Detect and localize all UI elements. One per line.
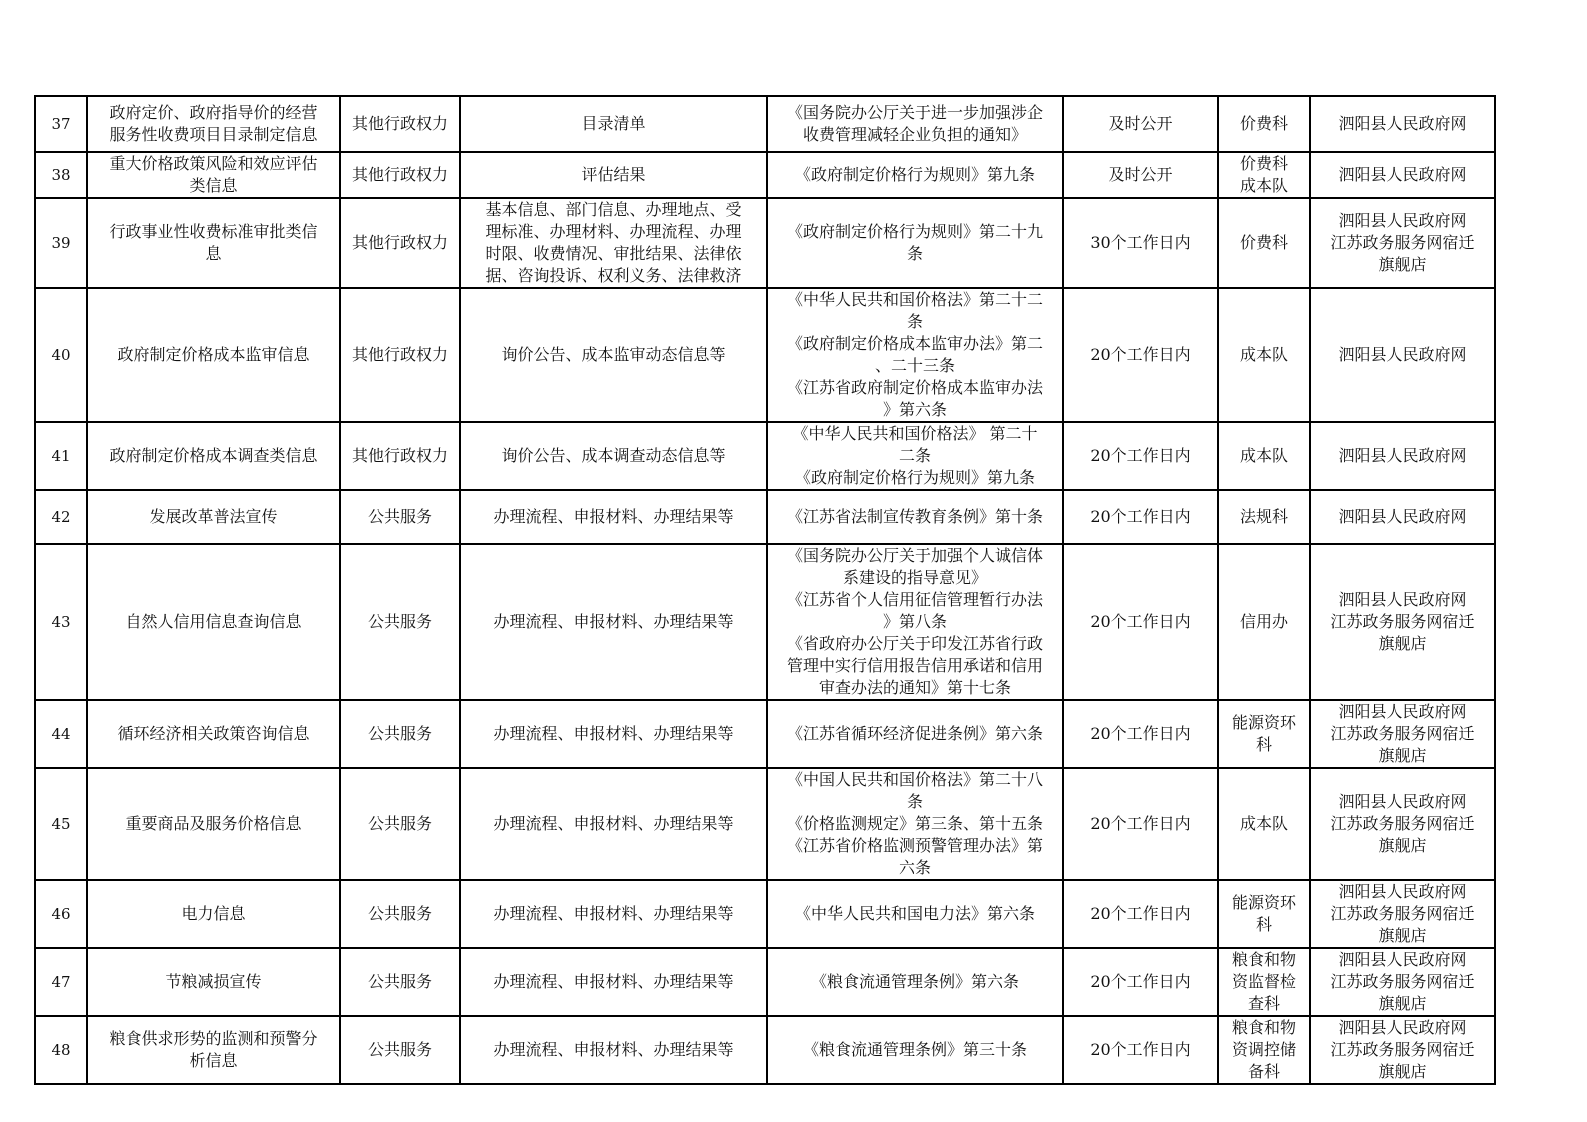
cell-channel-line: 泗阳县人民政府网 — [1338, 950, 1467, 969]
cell-content-line: 办理流程、申报材料、办理结果等 — [493, 1040, 734, 1059]
cell-department-line: 粮食和物 — [1231, 1018, 1296, 1037]
cell-department-line: 资监督检 — [1231, 972, 1296, 991]
cell-item-name-line: 电力信息 — [181, 904, 246, 923]
cell-channel-line: 旗舰店 — [1378, 926, 1427, 945]
cell-department-line: 价费科 — [1239, 233, 1288, 252]
cell-basis-line: 《国务院办公厅关于加强个人诚信体 — [786, 546, 1043, 565]
cell-department-line: 备科 — [1247, 1062, 1280, 1081]
table-row — [35, 768, 1495, 880]
cell-item-name — [87, 1016, 340, 1084]
cell-item-name — [87, 880, 340, 948]
cell-content-line: 办理流程、申报材料、办理结果等 — [493, 507, 734, 526]
cell-department — [1218, 544, 1310, 700]
cell-department-line: 粮食和物 — [1231, 950, 1296, 969]
cell-channel-line: 旗舰店 — [1378, 634, 1427, 653]
cell-content-line: 询价公告、成本调查动态信息等 — [501, 446, 726, 465]
cell-channel — [1310, 152, 1495, 198]
cell-basis — [767, 198, 1063, 288]
cell-item-name — [87, 768, 340, 880]
cell-item-name-line: 循环经济相关政策咨询信息 — [117, 724, 310, 743]
cell-channel-line: 江苏政务服务网宿迁 — [1330, 1040, 1475, 1059]
cell-department-line: 能源资环 — [1231, 713, 1296, 732]
cell-channel-line: 江苏政务服务网宿迁 — [1330, 233, 1475, 252]
cell-basis-line: 《国务院办公厅关于进一步加强涉企 — [786, 103, 1043, 122]
cell-channel-line: 泗阳县人民政府网 — [1338, 165, 1467, 184]
cell-basis-line: 《中华人民共和国电力法》第六条 — [794, 904, 1035, 923]
cell-department-line: 法规科 — [1239, 507, 1288, 526]
cell-channel-line: 泗阳县人民政府网 — [1338, 114, 1467, 133]
cell-number: 47 — [35, 948, 87, 1016]
cell-item-name — [87, 96, 340, 152]
cell-channel-line: 旗舰店 — [1378, 1062, 1427, 1081]
cell-category: 其他行政权力 — [340, 422, 460, 490]
cell-content-line: 办理流程、申报材料、办理结果等 — [493, 612, 734, 631]
cell-item-name-line: 重要商品及服务价格信息 — [125, 814, 302, 833]
cell-timeframe: 30个工作日内 — [1063, 198, 1218, 288]
cell-channel-line: 泗阳县人民政府网 — [1338, 792, 1467, 811]
cell-item-name-line: 服务性收费项目目录制定信息 — [109, 125, 318, 144]
cell-channel — [1310, 544, 1495, 700]
cell-content-line: 询价公告、成本监审动态信息等 — [501, 345, 726, 364]
cell-category: 公共服务 — [340, 490, 460, 544]
cell-basis-line: 审查办法的通知》第十七条 — [818, 678, 1011, 697]
cell-category: 公共服务 — [340, 544, 460, 700]
cell-channel-line: 江苏政务服务网宿迁 — [1330, 612, 1475, 631]
cell-department-line: 价费科 — [1239, 114, 1288, 133]
cell-department-line: 科 — [1255, 915, 1272, 934]
cell-channel-line: 旗舰店 — [1378, 255, 1427, 274]
cell-item-name-line: 类信息 — [189, 176, 238, 195]
cell-item-name-line: 发展改革普法宣传 — [149, 507, 278, 526]
cell-channel-line: 江苏政务服务网宿迁 — [1330, 972, 1475, 991]
cell-channel-line: 江苏政务服务网宿迁 — [1330, 724, 1475, 743]
cell-basis-line: 系建设的指导意见》 — [842, 568, 987, 587]
cell-department — [1218, 96, 1310, 152]
cell-basis-line: 《江苏省循环经济促进条例》第六条 — [786, 724, 1043, 743]
cell-number: 48 — [35, 1016, 87, 1084]
cell-basis-line: 》第六条 — [882, 400, 947, 419]
cell-content — [460, 422, 767, 490]
cell-channel-line: 泗阳县人民政府网 — [1338, 702, 1467, 721]
cell-channel-line: 江苏政务服务网宿迁 — [1330, 814, 1475, 833]
cell-timeframe: 20个工作日内 — [1063, 768, 1218, 880]
cell-content — [460, 152, 767, 198]
cell-timeframe: 及时公开 — [1063, 96, 1218, 152]
cell-item-name-line: 息 — [205, 244, 222, 263]
cell-content-line: 办理流程、申报材料、办理结果等 — [493, 814, 734, 833]
cell-basis-line: 六条 — [898, 858, 931, 877]
cell-basis-line: 《中华人民共和国价格法》第二十二 — [786, 290, 1043, 309]
cell-item-name — [87, 152, 340, 198]
table-row — [35, 152, 1495, 198]
cell-basis-line: 《价格监测规定》第三条、第十五条 — [786, 814, 1043, 833]
cell-channel — [1310, 490, 1495, 544]
cell-item-name-line: 析信息 — [189, 1051, 238, 1070]
cell-department — [1218, 948, 1310, 1016]
cell-content-line: 时限、收费情况、审批结果、法律依 — [485, 244, 742, 263]
cell-timeframe: 20个工作日内 — [1063, 880, 1218, 948]
cell-basis — [767, 880, 1063, 948]
cell-item-name-line: 自然人信用信息查询信息 — [125, 612, 302, 631]
cell-number: 42 — [35, 490, 87, 544]
cell-item-name-line: 节粮减损宣传 — [165, 972, 262, 991]
cell-content-line: 理标准、办理材料、办理流程、办理 — [485, 222, 742, 241]
cell-department — [1218, 700, 1310, 768]
cell-basis-line: 《省政府办公厅关于印发江苏省行政 — [786, 634, 1043, 653]
cell-content — [460, 880, 767, 948]
cell-content-line: 基本信息、部门信息、办理地点、受 — [485, 200, 742, 219]
cell-content — [460, 768, 767, 880]
cell-channel — [1310, 96, 1495, 152]
table-body — [35, 96, 1495, 1084]
cell-basis-line: 》第八条 — [882, 612, 947, 631]
cell-basis-line: 《中华人民共和国价格法》 第二十 — [792, 424, 1038, 443]
cell-content-line: 办理流程、申报材料、办理结果等 — [493, 724, 734, 743]
cell-item-name — [87, 198, 340, 288]
cell-number: 46 — [35, 880, 87, 948]
cell-content — [460, 490, 767, 544]
cell-channel — [1310, 198, 1495, 288]
cell-basis — [767, 700, 1063, 768]
cell-channel-line: 泗阳县人民政府网 — [1338, 1018, 1467, 1037]
cell-department — [1218, 768, 1310, 880]
table-row — [35, 880, 1495, 948]
cell-number: 37 — [35, 96, 87, 152]
cell-content — [460, 198, 767, 288]
table-row — [35, 948, 1495, 1016]
cell-channel-line: 泗阳县人民政府网 — [1338, 507, 1467, 526]
cell-basis-line: 条 — [906, 312, 923, 331]
cell-timeframe: 20个工作日内 — [1063, 700, 1218, 768]
cell-category: 其他行政权力 — [340, 198, 460, 288]
table-row — [35, 544, 1495, 700]
cell-category: 公共服务 — [340, 948, 460, 1016]
cell-basis — [767, 152, 1063, 198]
cell-channel — [1310, 700, 1495, 768]
cell-basis-line: 收费管理减轻企业负担的通知》 — [802, 125, 1027, 144]
cell-department-line: 查科 — [1247, 994, 1280, 1013]
cell-number: 45 — [35, 768, 87, 880]
cell-basis-line: 《江苏省政府制定价格成本监审办法 — [786, 378, 1043, 397]
cell-content-line: 目录清单 — [581, 114, 646, 133]
table-row — [35, 288, 1495, 422]
cell-item-name-line: 重大价格政策风险和效应评估 — [109, 154, 318, 173]
cell-category: 公共服务 — [340, 700, 460, 768]
cell-channel-line: 旗舰店 — [1378, 836, 1427, 855]
cell-basis-line: 《政府制定价格成本监审办法》第二 — [786, 334, 1043, 353]
cell-timeframe: 20个工作日内 — [1063, 544, 1218, 700]
cell-item-name — [87, 490, 340, 544]
cell-content — [460, 948, 767, 1016]
cell-channel-line: 旗舰店 — [1378, 994, 1427, 1013]
cell-basis — [767, 768, 1063, 880]
cell-item-name — [87, 422, 340, 490]
cell-content-line: 评估结果 — [581, 165, 646, 184]
cell-item-name-line: 行政事业性收费标准审批类信 — [109, 222, 318, 241]
cell-basis-line: 《江苏省价格监测预警管理办法》第 — [786, 836, 1043, 855]
cell-content-line: 办理流程、申报材料、办理结果等 — [493, 904, 734, 923]
cell-basis-line: 《江苏省个人信用征信管理暂行办法 — [786, 590, 1043, 609]
cell-number: 44 — [35, 700, 87, 768]
cell-content-line: 办理流程、申报材料、办理结果等 — [493, 972, 734, 991]
cell-item-name — [87, 544, 340, 700]
cell-channel-line: 江苏政务服务网宿迁 — [1330, 904, 1475, 923]
cell-number: 41 — [35, 422, 87, 490]
cell-category: 其他行政权力 — [340, 288, 460, 422]
cell-basis-line: 《政府制定价格行为规则》第二十九 — [786, 222, 1043, 241]
cell-number: 43 — [35, 544, 87, 700]
cell-basis-line: 、二十三条 — [874, 356, 955, 375]
cell-channel — [1310, 768, 1495, 880]
cell-category: 其他行政权力 — [340, 96, 460, 152]
cell-channel-line: 泗阳县人民政府网 — [1338, 590, 1467, 609]
cell-timeframe: 20个工作日内 — [1063, 422, 1218, 490]
cell-channel — [1310, 880, 1495, 948]
cell-department — [1218, 152, 1310, 198]
cell-timeframe: 20个工作日内 — [1063, 288, 1218, 422]
cell-basis-line: 管理中实行信用报告信用承诺和信用 — [786, 656, 1043, 675]
cell-basis-line: 二条 — [898, 446, 931, 465]
cell-number: 40 — [35, 288, 87, 422]
cell-basis-line: 《粮食流通管理条例》第六条 — [810, 972, 1019, 991]
cell-basis-line: 《江苏省法制宣传教育条例》第十条 — [786, 507, 1043, 526]
cell-item-name-line: 政府定价、政府指导价的经营 — [109, 103, 318, 122]
table-row — [35, 96, 1495, 152]
cell-basis — [767, 1016, 1063, 1084]
cell-department — [1218, 880, 1310, 948]
cell-item-name-line: 政府制定价格成本监审信息 — [117, 345, 310, 364]
cell-basis-line: 《政府制定价格行为规则》第九条 — [794, 165, 1035, 184]
cell-content — [460, 1016, 767, 1084]
cell-basis-line: 《粮食流通管理条例》第三十条 — [802, 1040, 1027, 1059]
cell-basis — [767, 544, 1063, 700]
cell-basis — [767, 490, 1063, 544]
cell-basis — [767, 422, 1063, 490]
cell-department-line: 资调控储 — [1231, 1040, 1296, 1059]
table-row — [35, 490, 1495, 544]
cell-timeframe: 20个工作日内 — [1063, 490, 1218, 544]
cell-item-name — [87, 288, 340, 422]
cell-department — [1218, 1016, 1310, 1084]
cell-department-line: 信用办 — [1239, 612, 1288, 631]
cell-channel-line: 泗阳县人民政府网 — [1338, 446, 1467, 465]
cell-timeframe: 20个工作日内 — [1063, 1016, 1218, 1084]
cell-department — [1218, 490, 1310, 544]
cell-category: 公共服务 — [340, 880, 460, 948]
cell-channel — [1310, 948, 1495, 1016]
table-row — [35, 1016, 1495, 1084]
cell-content — [460, 288, 767, 422]
cell-timeframe: 及时公开 — [1063, 152, 1218, 198]
cell-timeframe: 20个工作日内 — [1063, 948, 1218, 1016]
cell-department-line: 价费科 — [1239, 154, 1288, 173]
cell-basis — [767, 288, 1063, 422]
cell-channel — [1310, 288, 1495, 422]
cell-department-line: 成本队 — [1239, 814, 1288, 833]
cell-channel-line: 泗阳县人民政府网 — [1338, 345, 1467, 364]
cell-channel — [1310, 1016, 1495, 1084]
table-row — [35, 422, 1495, 490]
cell-channel-line: 泗阳县人民政府网 — [1338, 882, 1467, 901]
disclosure-table — [34, 95, 1496, 1085]
cell-item-name — [87, 948, 340, 1016]
cell-category: 公共服务 — [340, 768, 460, 880]
cell-channel-line: 泗阳县人民政府网 — [1338, 211, 1467, 230]
cell-channel — [1310, 422, 1495, 490]
cell-basis-line: 条 — [906, 244, 923, 263]
cell-item-name-line: 粮食供求形势的监测和预警分 — [109, 1029, 318, 1048]
cell-item-name — [87, 700, 340, 768]
cell-department — [1218, 288, 1310, 422]
cell-basis-line: 《中国人民共和国价格法》第二十八 — [786, 770, 1043, 789]
cell-channel-line: 旗舰店 — [1378, 746, 1427, 765]
cell-department-line: 能源资环 — [1231, 893, 1296, 912]
cell-number: 38 — [35, 152, 87, 198]
cell-department-line: 成本队 — [1239, 446, 1288, 465]
cell-item-name-line: 政府制定价格成本调查类信息 — [109, 446, 318, 465]
cell-basis-line: 《政府制定价格行为规则》第九条 — [794, 468, 1035, 487]
cell-content — [460, 544, 767, 700]
cell-basis — [767, 948, 1063, 1016]
cell-category: 其他行政权力 — [340, 152, 460, 198]
table-row — [35, 700, 1495, 768]
cell-department-line: 成本队 — [1239, 345, 1288, 364]
cell-number: 39 — [35, 198, 87, 288]
cell-basis — [767, 96, 1063, 152]
cell-content — [460, 700, 767, 768]
cell-department-line: 科 — [1255, 735, 1272, 754]
cell-department — [1218, 198, 1310, 288]
table-row — [35, 198, 1495, 288]
cell-basis-line: 条 — [906, 792, 923, 811]
cell-content — [460, 96, 767, 152]
cell-department — [1218, 422, 1310, 490]
cell-category: 公共服务 — [340, 1016, 460, 1084]
cell-department-line: 成本队 — [1239, 176, 1288, 195]
cell-content-line: 据、咨询投诉、权利义务、法律救济 — [485, 266, 742, 285]
